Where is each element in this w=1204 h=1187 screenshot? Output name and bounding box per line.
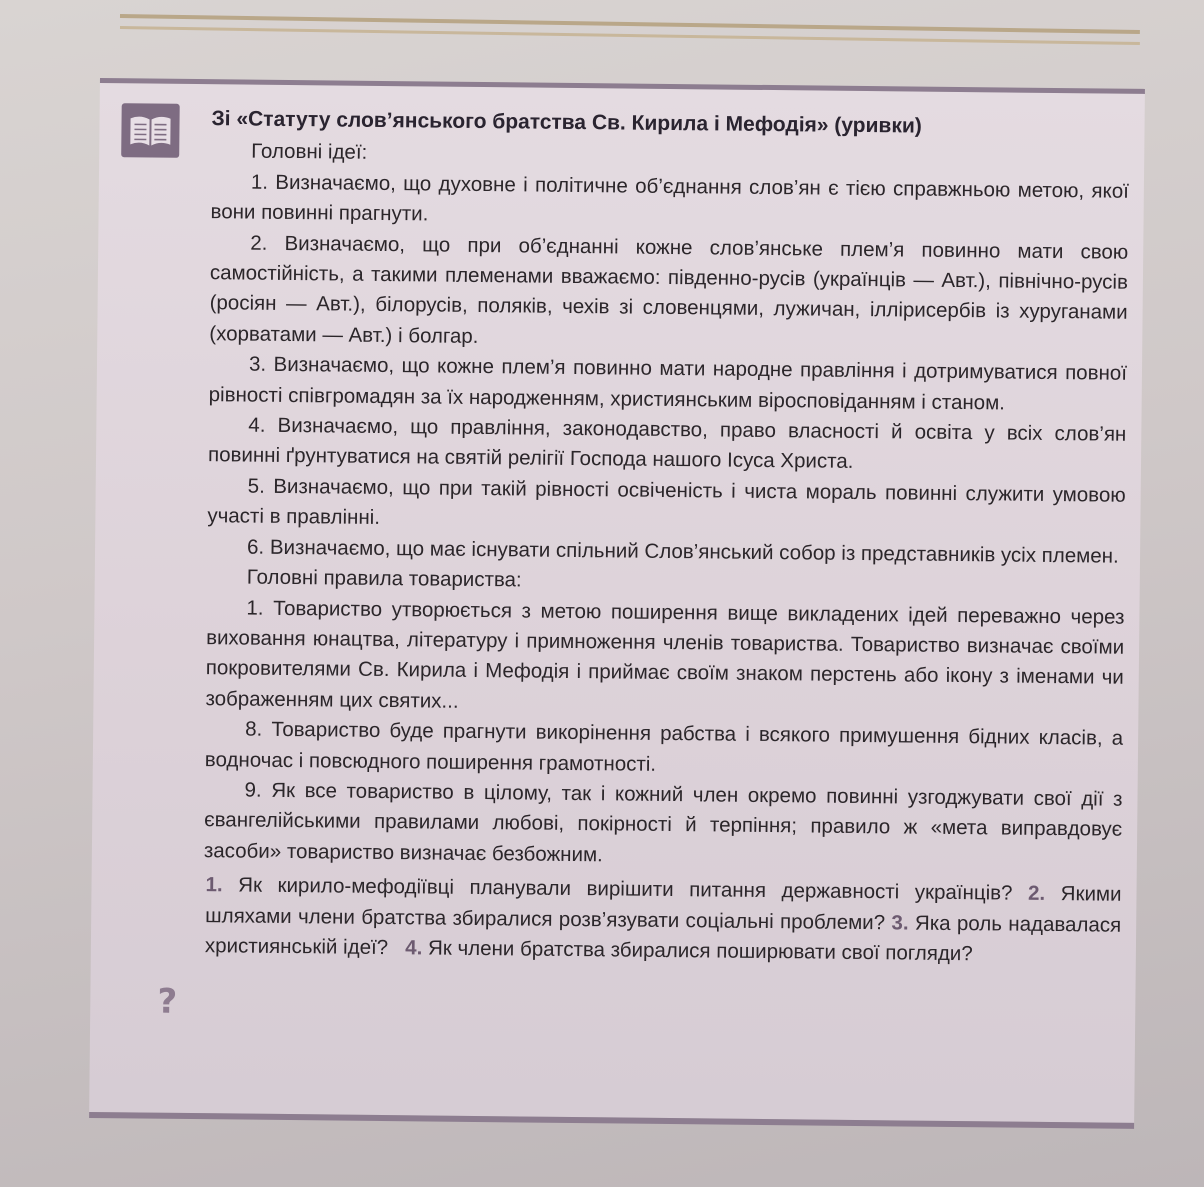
rule-item: 1. Товариство утворюється з метою поширення вище викладених ідей переважно через виховання юнацтва, літературу і примноження членів товариства. Товариство визначає своїми покровителями Св. Кирила і Мефодія і приймає своїм знаком перстень або ікону з іменами чи зображенням цих святих... [205, 596, 1125, 713]
question-number: 4. [405, 936, 423, 960]
rules-heading: Головні правила товариства: [246, 565, 522, 592]
rule-item: 9. Як все товариство в цілому, так і кожний член окремо повинні узгоджувати свої дії з євангелійськими правилами любові, покірності й терпіння; правило ж «мета виправдовує засоби» товариство визначає безбожним. [203, 778, 1123, 867]
rule-item: 8. Товариство буде прагнути викорінення рабства і всякого примушення бідних класів, а водночас і повсюдного поширення грамотності. [204, 717, 1124, 776]
question-text: Як члени братства збиралися поширювати свої погляди? [427, 936, 973, 966]
idea-item: 5. Визначаємо, що при такій рівності освіченість і чиста мораль повинні служити умовою участі в правлінні. [207, 474, 1126, 530]
review-questions [205, 870, 1122, 971]
question-number: 2. [1027, 881, 1046, 906]
question-text: Якими шляхами члени братства збиралися розв’язувати соціальні проблеми? [205, 882, 1122, 934]
idea-item: 2. Визначаємо, що при об’єднанні кожне слов’янське плем’я повинно мати свою самостійність, а такими племенами вважаємо: південно-русів (українців — Авт.), північно-русів (росіян — Авт.), білорусів, поляків, чехів зі словенцями, лужичан, іллірисербів із хуруганами (хорватами — Авт.) і болгар. [209, 231, 1129, 348]
document-title: Зі «Статуту слов’янського братства Св. Кирила і Мефодія» (уривки) [211, 107, 922, 138]
question-mark-icon: ? [157, 981, 178, 1022]
idea-item: 3. Визначаємо, що кожне плем’я повинно мати народне правління і дотримуватися повної рівності співгромадян за їх народженням, християнським віросповіданням і станом. [208, 352, 1128, 415]
question-text: Як кирило-мефодіївці планували вирішити питання державності українців? [238, 873, 1013, 905]
book-icon [121, 103, 180, 158]
source-panel [89, 78, 1145, 1129]
question-number: 1. [205, 873, 223, 897]
question-text: Яка роль надавалася християнській ідеї? [204, 911, 1122, 960]
idea-item: 1. Визначаємо, що духовне і політичне об’єднання слов’ян є тією справжньою метою, якої вони повинні прагнути. [210, 170, 1129, 226]
document-body [203, 104, 1130, 971]
idea-item: 6. Визначаємо, що має існувати спільний Слов’янський собор із представників усіх племен. [246, 535, 1119, 568]
idea-item: 4. Визначаємо, що правління, законодавство, право власності й освіта у всіх слов’ян повинні ґрунтуватися на святій релігії Господа нашого Ісуса Христа. [207, 413, 1127, 474]
question-number: 3. [891, 910, 909, 935]
ideas-heading: Головні ідеї: [251, 139, 368, 165]
